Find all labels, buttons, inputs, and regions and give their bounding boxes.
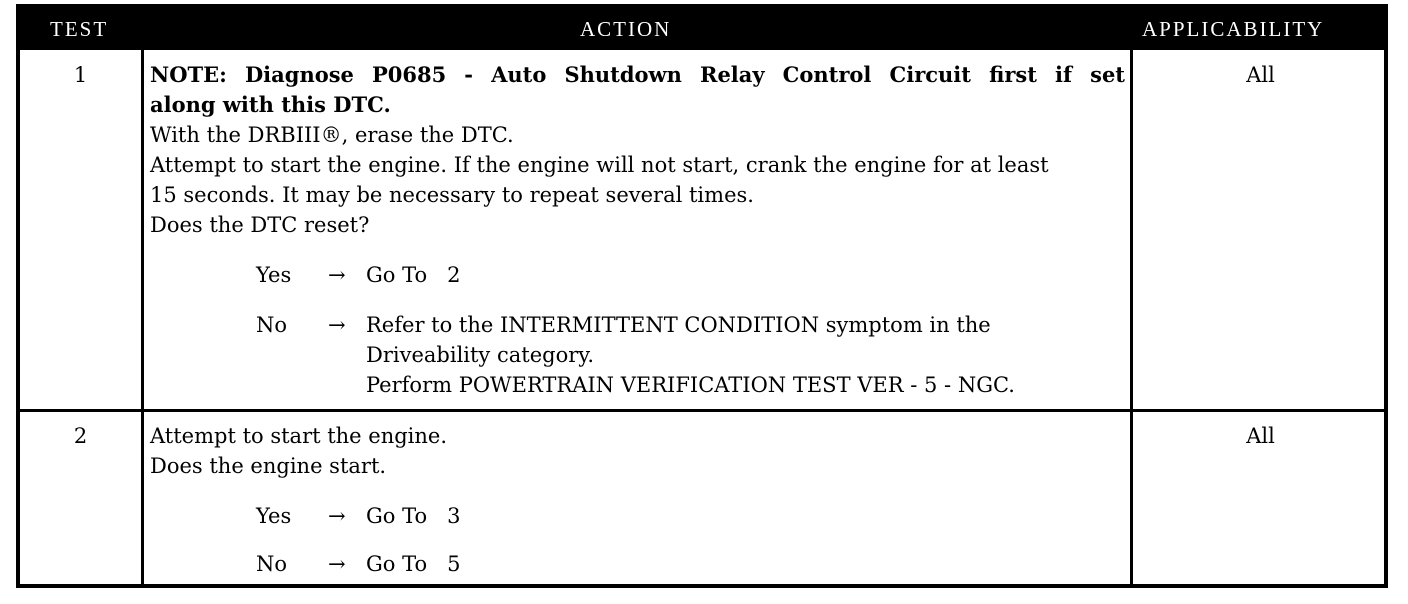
note-line-2: along with this DTC. (150, 92, 391, 117)
choice-label: Yes (256, 263, 292, 287)
instruction-line: 15 seconds. It may be necessary to repeat several times. (150, 183, 754, 207)
choice-result-line-2: Driveability category. (366, 343, 594, 367)
action-row-2 (150, 421, 1125, 481)
action-row-1 (150, 60, 1125, 240)
choice-result: Go To 5 (366, 552, 461, 576)
arrow-icon: → (328, 313, 346, 337)
arrow-icon: → (328, 552, 346, 576)
applicability-1: All (1246, 63, 1275, 87)
header-test: TEST (50, 17, 109, 41)
arrow-icon: → (328, 263, 346, 287)
choice-label: No (256, 313, 288, 337)
choice-no-1 (256, 310, 1126, 400)
choice-result-line-1: Refer to the INTERMITTENT CONDITION symptom in the (366, 313, 991, 337)
choice-yes-2 (256, 501, 1126, 531)
note-line-1: NOTE: Diagnose P0685 - Auto Shutdown Relay Control Circuit first if set (150, 62, 1125, 87)
instruction-line: Attempt to start the engine. (150, 424, 448, 448)
instruction-line: With the DRBIII®, erase the DTC. (150, 123, 514, 147)
column-divider-applicability (1130, 8, 1133, 584)
header-action: ACTION (580, 17, 672, 41)
table-header (20, 8, 1384, 50)
test-number-1: 1 (73, 63, 88, 87)
arrow-icon: → (328, 504, 346, 528)
choice-label: No (256, 552, 288, 576)
choice-result: Go To 3 (366, 504, 461, 528)
applicability-2: All (1246, 424, 1275, 448)
test-number-2: 2 (73, 424, 88, 448)
choice-result-line-3: Perform POWERTRAIN VERIFICATION TEST VER - 5 - NGC. (366, 373, 1015, 397)
row-divider (20, 409, 1384, 412)
question-line: Does the engine start. (150, 454, 387, 478)
column-divider-test (141, 8, 144, 584)
choice-yes-1 (256, 260, 1126, 290)
diagnostic-table (16, 4, 1388, 588)
choice-label: Yes (256, 504, 292, 528)
choice-result: Go To 2 (366, 263, 461, 287)
question-line: Does the DTC reset? (150, 213, 370, 237)
header-applicability: APPLICABILITY (1142, 17, 1325, 41)
instruction-line: Attempt to start the engine. If the engine will not start, crank the engine for at least (150, 153, 1049, 177)
choice-no-2 (256, 549, 1126, 579)
